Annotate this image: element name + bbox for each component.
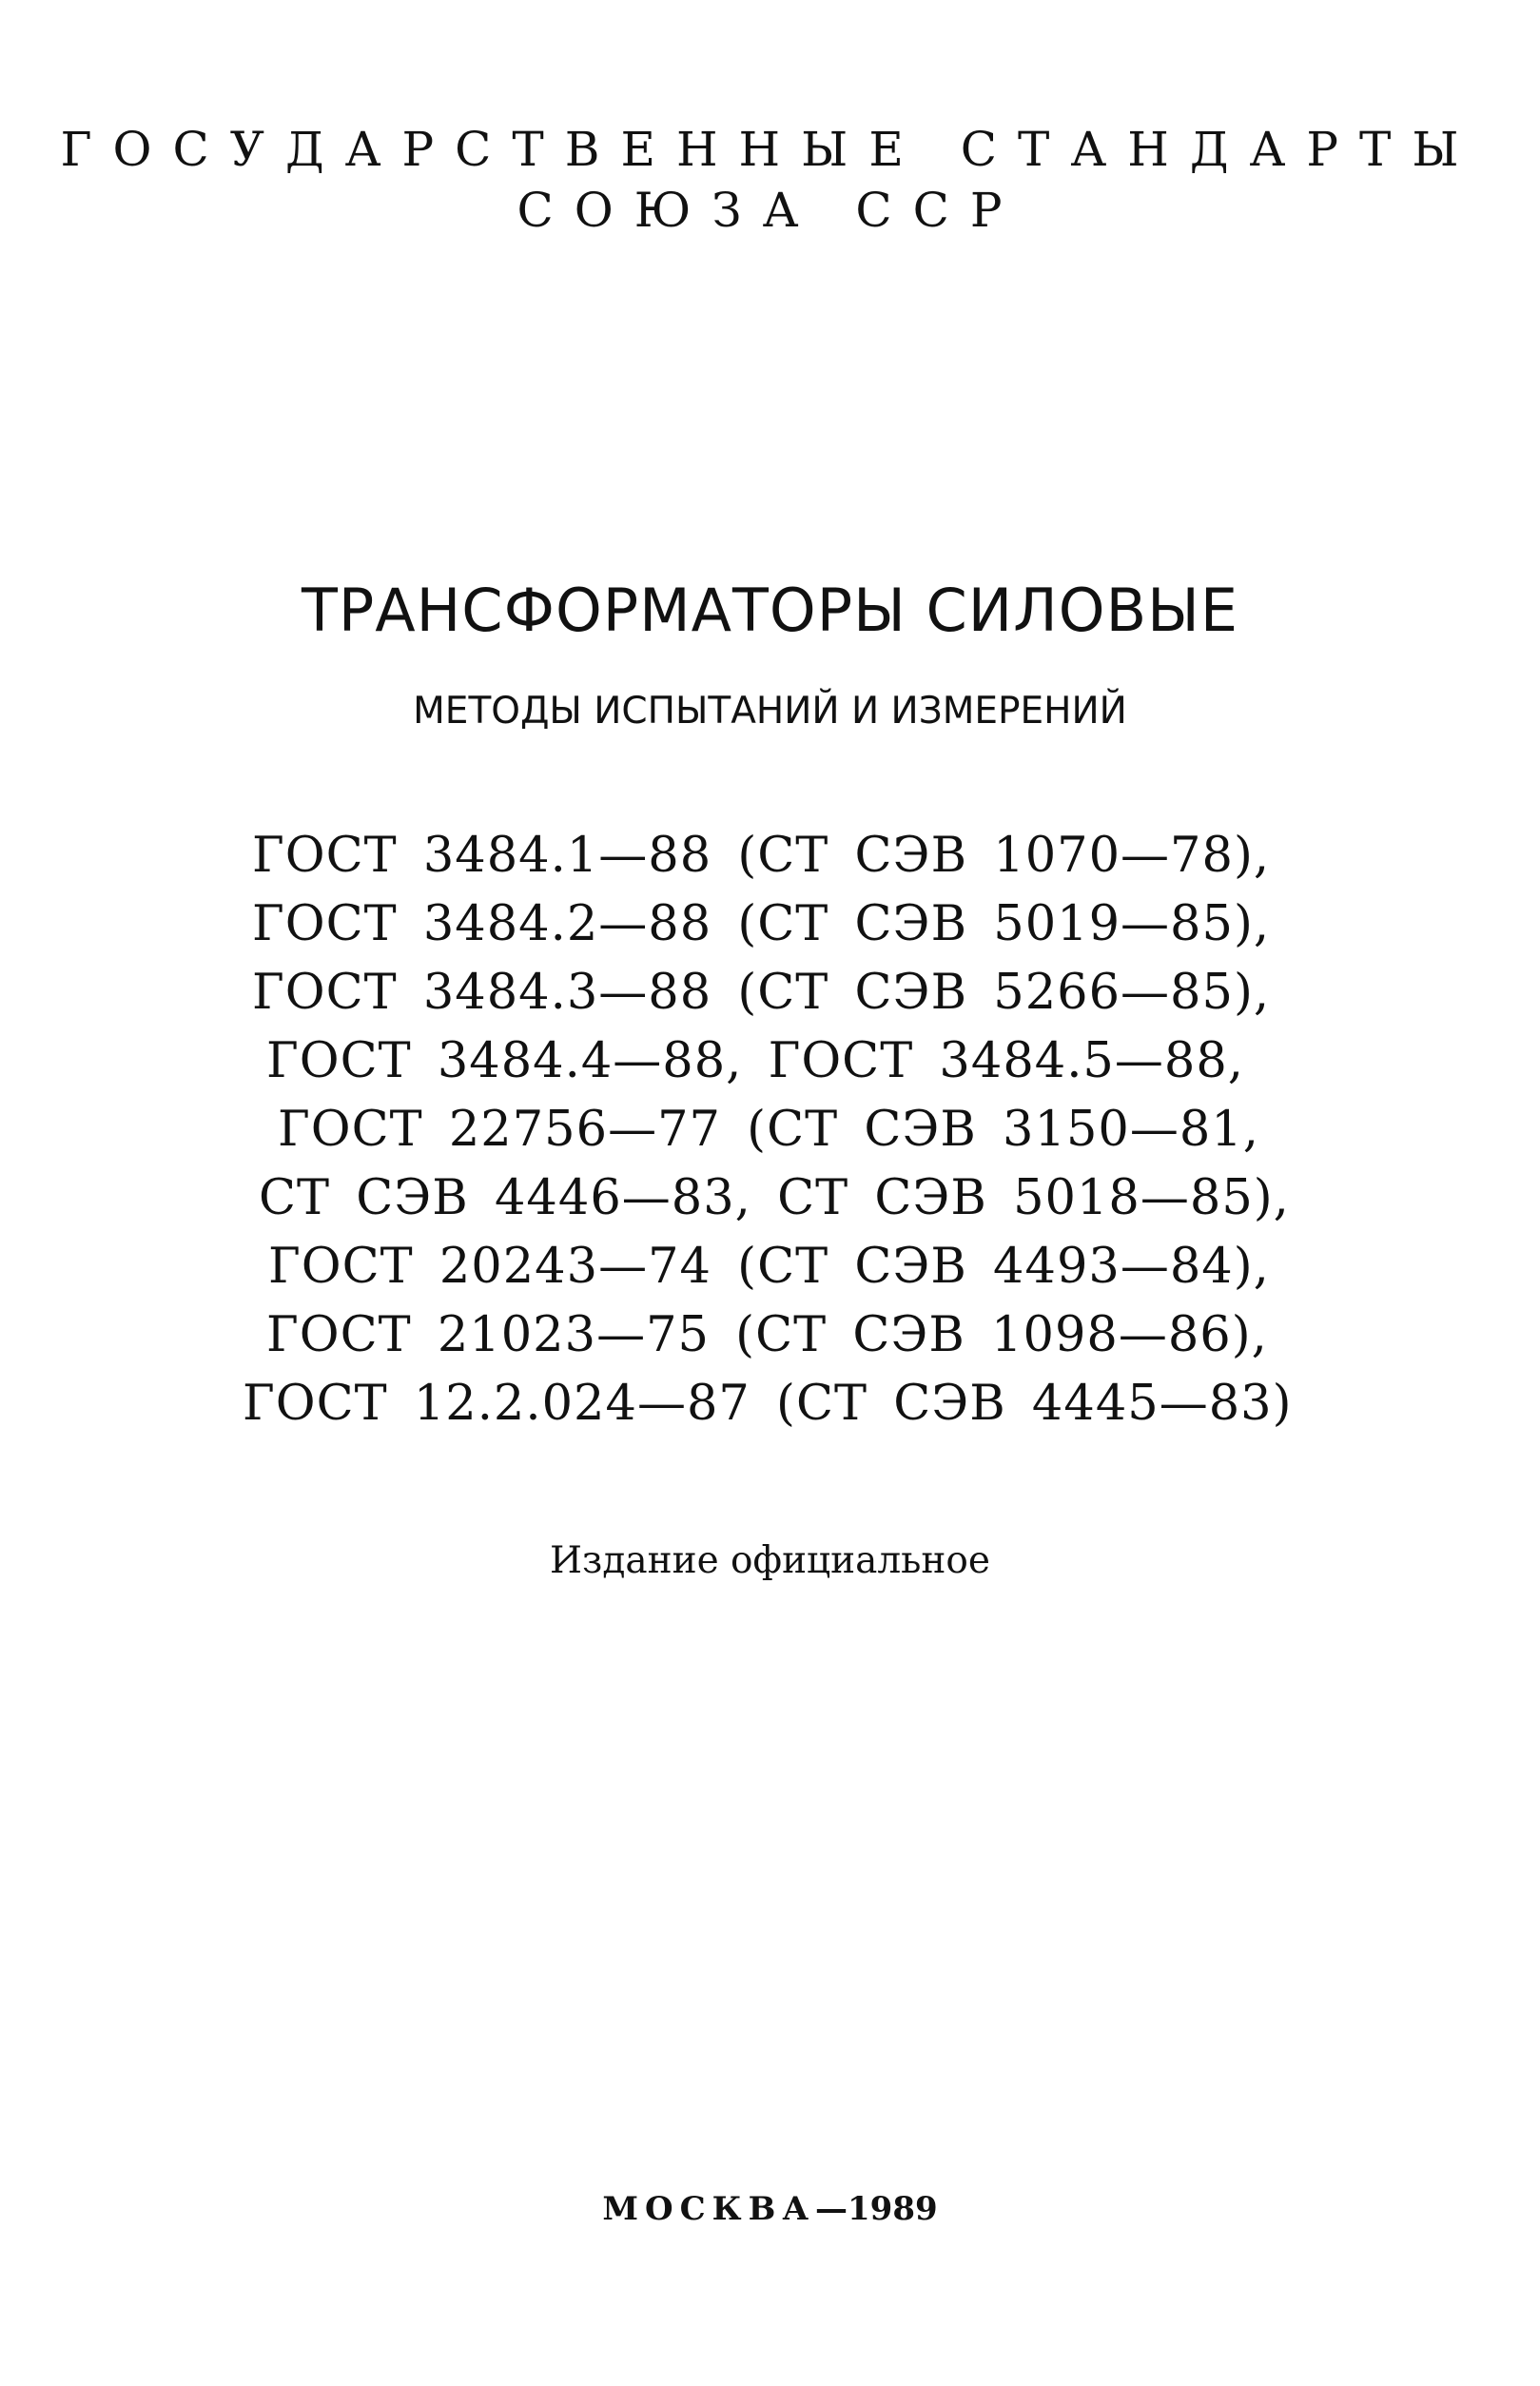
standard-line: ГОСТ 3484.2—88 (СТ СЭВ 5019—85), (252, 896, 1271, 952)
imprint-city: МОСКВА (602, 2190, 816, 2228)
series-title-line-1: ГОСУДАРСТВЕННЫЕ СТАНДАРТЫ (60, 122, 1480, 177)
standard-line: ГОСТ 22756—77 (СТ СЭВ 3150—81, (278, 1102, 1259, 1158)
imprint-separator: — (815, 2190, 848, 2228)
standard-line: ГОСТ 3484.3—88 (СТ СЭВ 5266—85), (252, 965, 1271, 1021)
imprint-year: 1989 (848, 2190, 938, 2228)
standard-line: ГОСТ 12.2.024—87 (СТ СЭВ 4445—83) (243, 1376, 1293, 1432)
standard-line: ГОСТ 21023—75 (СТ СЭВ 1098—86), (266, 1307, 1268, 1363)
series-title-line-2: СОЮЗА ССР (517, 183, 1023, 238)
standard-line: ГОСТ 3484.1—88 (СТ СЭВ 1070—78), (252, 828, 1271, 884)
standard-line: СТ СЭВ 4446—83, СТ СЭВ 5018—85), (259, 1170, 1290, 1226)
standard-line: ГОСТ 20243—74 (СТ СЭВ 4493—84), (268, 1239, 1270, 1295)
edition-note: Издание официальное (550, 1539, 990, 1582)
document-title: ТРАНСФОРМАТОРЫ СИЛОВЫЕ (301, 576, 1239, 645)
document-subtitle: МЕТОДЫ ИСПЫТАНИЙ И ИЗМЕРЕНИЙ (413, 690, 1127, 733)
imprint (0, 2190, 1540, 2228)
standard-line: ГОСТ 3484.4—88, ГОСТ 3484.5—88, (266, 1033, 1244, 1089)
